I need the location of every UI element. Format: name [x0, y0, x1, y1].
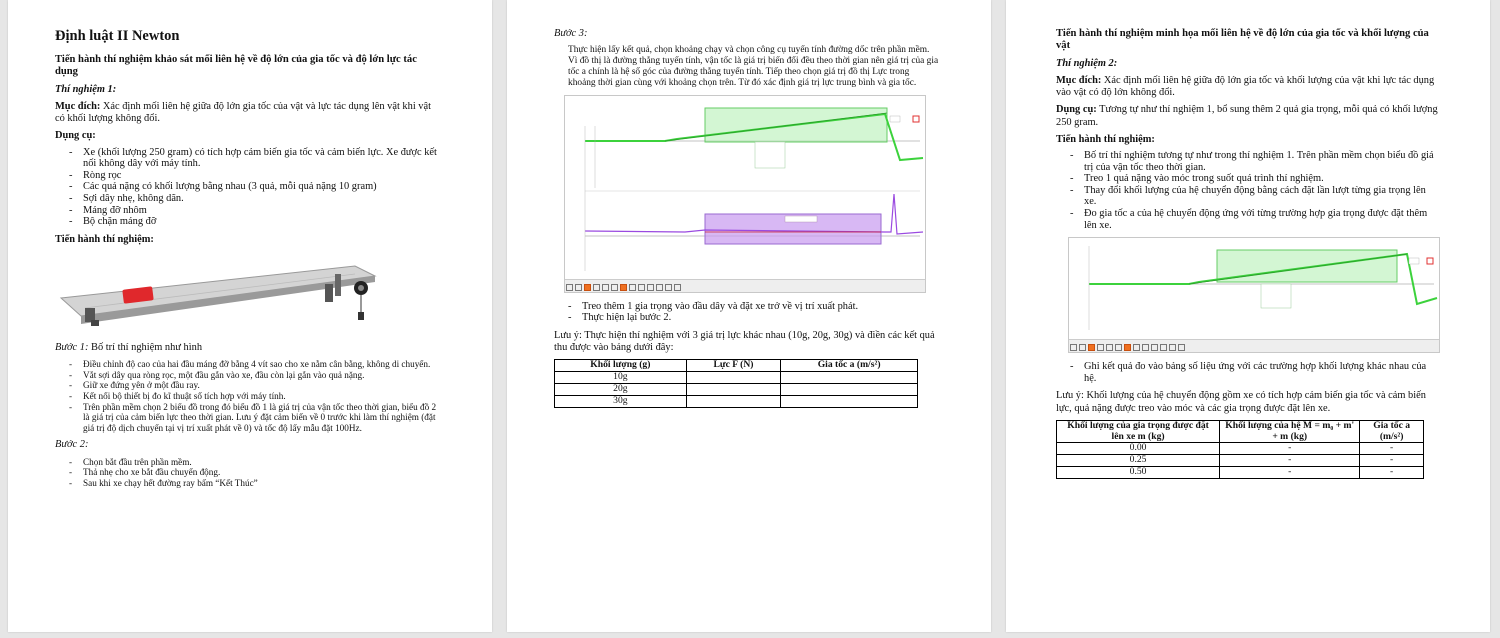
- graph-toolbar: [1069, 339, 1439, 352]
- list-item: - Ghi kết quả đo vào bảng số liệu ứng với các trường hợp khối lượng khác nhau của hệ.: [1084, 361, 1438, 384]
- purpose-paragraph: Mục đích: Xác định mối liên hệ giữa độ lớn gia tốc và khối lượng của vật khi lực tác dụng vào vật có độ lớn không đổi.: [1056, 75, 1435, 99]
- step1-list: [55, 359, 440, 433]
- list-item: - Xe (khối lượng 250 gram) có tích hợp cảm biến gia tốc và cảm biến lực. Xe được kết nối không dây với máy tính.: [83, 147, 440, 170]
- list-item: - Kết nối bộ thiết bị đo kĩ thuật số tích hợp với máy tính.: [83, 391, 440, 402]
- toolbar-tool-icon[interactable]: [1160, 344, 1167, 351]
- table-header: Khối lượng (g): [555, 360, 687, 372]
- step1-line: Bước 1: Bố trí thí nghiệm như hình: [55, 341, 203, 353]
- document-page-2: [507, 0, 991, 632]
- note-paragraph: Lưu ý: Khối lượng của hệ chuyển động gồm xe có tích hợp cảm biến gia tốc và cảm biến lực, quả nặng được treo vào móc và các gia trọng được đặt lên xe.: [1056, 390, 1426, 414]
- experiment-label: Thí nghiệm 2:: [1056, 57, 1118, 69]
- toolbar-tool-icon[interactable]: [1097, 344, 1104, 351]
- list-item: - Máng đỡ nhôm: [83, 205, 440, 217]
- purpose-paragraph: Mục đích: Xác định mối liên hệ giữa độ lớn gia tốc của vật và lực tác dụng lên vật khi vật có khối lượng không đổi.: [55, 101, 432, 125]
- experiment-label: Thí nghiệm 1:: [55, 83, 117, 95]
- graph-toolbar: [565, 279, 925, 292]
- step3-after-list: [554, 301, 939, 324]
- table-header: Gia tốc a (m/s²): [1360, 420, 1424, 443]
- list-item: - Treo thêm 1 gia trọng vào đầu dây và đặt xe trở về vị trí xuất phát.: [582, 301, 939, 313]
- toolbar-tool-icon[interactable]: [1133, 344, 1140, 351]
- toolbar-tool-icon[interactable]: [584, 284, 591, 291]
- list-item: - Điều chỉnh độ cao của hai đầu máng đỡ bằng 4 vít sao cho xe nằm cân bằng, không di chuyển.: [83, 359, 440, 370]
- toolbar-tool-icon[interactable]: [1151, 344, 1158, 351]
- table-row: 30g: [555, 395, 918, 407]
- toolbar-tool-icon[interactable]: [1178, 344, 1185, 351]
- software-graph-velocity-force: [564, 95, 926, 293]
- toolbar-tool-icon[interactable]: [665, 284, 672, 291]
- toolbar-tool-icon[interactable]: [674, 284, 681, 291]
- toolbar-tool-icon[interactable]: [1106, 344, 1113, 351]
- table-row: 0.25 - -: [1057, 455, 1424, 467]
- list-item: - Trên phần mềm chọn 2 biểu đồ trong đó biểu đồ 1 là giá trị của vận tốc theo thời gian, biểu đồ 2 là giá trị của cảm biến lực theo thời gian. Lưu ý đặt cảm biến về 0 trước khi làm thí nghiệm (đặt giá trị độ dịch chuyển tại vị trí xuất phát về 0) và tốc độ lấy mẫu đặt 100Hz.: [83, 402, 440, 434]
- procedure-label: Tiến hành thí nghiệm:: [1056, 133, 1155, 145]
- toolbar-tool-icon[interactable]: [575, 284, 582, 291]
- after-list: [1056, 361, 1438, 384]
- list-item: - Đo gia tốc a của hệ chuyển động ứng với từng trường hợp gia trọng được đặt thêm lên xe.: [1084, 208, 1438, 231]
- list-item: - Các quả nặng có khối lượng bằng nhau (3 quả, mỗi quả nặng 10 gram): [83, 181, 440, 193]
- toolbar-tool-icon[interactable]: [629, 284, 636, 291]
- results-table-2: [1056, 420, 1424, 479]
- document-page-1: [8, 0, 492, 632]
- toolbar-tool-icon[interactable]: [611, 284, 618, 291]
- table-header: Khối lượng của gia trọng được đặt lên xe m (kg): [1057, 420, 1220, 443]
- document-page-3: [1006, 0, 1490, 632]
- table-header: Khối lượng của hệ M = m₀ + m' + m (kg): [1220, 420, 1360, 443]
- list-item: - Sau khi xe chạy hết đường ray bấm “Kết Thúc”: [83, 478, 440, 489]
- results-table-1: [554, 359, 918, 407]
- step3-paragraph: Thực hiện lấy kết quả, chọn khoảng chạy và chọn công cụ tuyến tính đường dốc trên phần mềm. Vì đồ thị là đường thẳng tuyến tính, vận tốc là giá trị biến đổi đều theo thời gian nên giá trị của gia tốc a chính là hệ số góc của đường thẳng tuyến tính. Tiếp theo chọn giá trị đồ thị Lực trong khoảng thời gian cùng với khoảng chọn trên. Từ đó xác định giá trị lực trung bình và gia tốc.: [568, 45, 939, 88]
- step3-label: Bước 3:: [554, 28, 588, 39]
- table-row: 10g: [555, 372, 918, 384]
- toolbar-tool-icon[interactable]: [638, 284, 645, 291]
- experiment-apparatus-image: [55, 264, 385, 334]
- tools-label: Dụng cụ:: [55, 130, 96, 142]
- software-graph-velocity: [1068, 237, 1440, 353]
- list-item: - Thả nhẹ cho xe bắt đầu chuyển động.: [83, 467, 440, 478]
- toolbar-tool-icon[interactable]: [647, 284, 654, 291]
- list-item: - Thay đổi khối lượng của hệ chuyển động bằng cách đặt lần lượt từng gia trọng lên xe.: [1084, 185, 1438, 208]
- list-item: - Chọn bắt đầu trên phần mềm.: [83, 457, 440, 468]
- toolbar-tool-icon[interactable]: [620, 284, 627, 291]
- toolbar-tool-icon[interactable]: [1115, 344, 1122, 351]
- procedure-label: Tiến hành thí nghiệm:: [55, 233, 154, 245]
- toolbar-tool-icon[interactable]: [1070, 344, 1077, 351]
- list-item: - Ròng rọc: [83, 170, 440, 182]
- toolbar-tool-icon[interactable]: [1088, 344, 1095, 351]
- section-heading: Tiến hành thí nghiệm khảo sát mối liên hệ về độ lớn của gia tốc và độ lớn lực tác dụng: [55, 54, 417, 78]
- toolbar-tool-icon[interactable]: [602, 284, 609, 291]
- list-item: - Bố trí thí nghiệm tương tự như trong thí nghiệm 1. Trên phần mềm chọn biểu đồ giá trị của vận tốc theo thời gian.: [1084, 150, 1438, 173]
- section-heading: Tiến hành thí nghiệm minh họa mối liên hệ về độ lớn của gia tốc và khối lượng của vật: [1056, 28, 1429, 52]
- list-item: - Vắt sợi dây qua ròng rọc, một đầu gắn vào xe, đầu còn lại gắn vào quả nặng.: [83, 370, 440, 381]
- tools-paragraph: Dụng cụ: Tương tự như thí nghiệm 1, bổ sung thêm 2 quả gia trọng, mỗi quả có khối lượng 250 gram.: [1056, 104, 1438, 128]
- step2-label: Bước 2:: [55, 439, 89, 451]
- toolbar-tool-icon[interactable]: [1079, 344, 1086, 351]
- table-row: 0.50 - -: [1057, 466, 1424, 478]
- toolbar-tool-icon[interactable]: [593, 284, 600, 291]
- toolbar-tool-icon[interactable]: [656, 284, 663, 291]
- document-title: Định luật II Newton: [55, 28, 180, 44]
- list-item: - Giữ xe đứng yên ở một đầu ray.: [83, 380, 440, 391]
- toolbar-tool-icon[interactable]: [1124, 344, 1131, 351]
- table-row: 0.00 - -: [1057, 443, 1424, 455]
- list-item: - Bộ chặn máng đỡ: [83, 216, 440, 228]
- table-header: Gia tốc a (m/s²): [781, 360, 918, 372]
- table-header: Lực F (N): [686, 360, 781, 372]
- list-item: - Sợi dây nhẹ, không dãn.: [83, 193, 440, 205]
- note-paragraph: Lưu ý: Thực hiện thí nghiệm với 3 giá trị lực khác nhau (10g, 20g, 30g) và điền các kết quả thu được vào bảng dưới đây:: [554, 330, 935, 354]
- toolbar-tool-icon[interactable]: [1169, 344, 1176, 351]
- list-item: - Thực hiện lại bước 2.: [582, 312, 939, 324]
- tools-list: [55, 147, 440, 228]
- list-item: - Treo 1 quả nặng vào móc trong suốt quá trình thí nghiệm.: [1084, 173, 1438, 185]
- toolbar-tool-icon[interactable]: [566, 284, 573, 291]
- step2-list: [55, 457, 440, 489]
- table-row: 20g: [555, 384, 918, 396]
- procedure-list: [1056, 150, 1438, 231]
- toolbar-tool-icon[interactable]: [1142, 344, 1149, 351]
